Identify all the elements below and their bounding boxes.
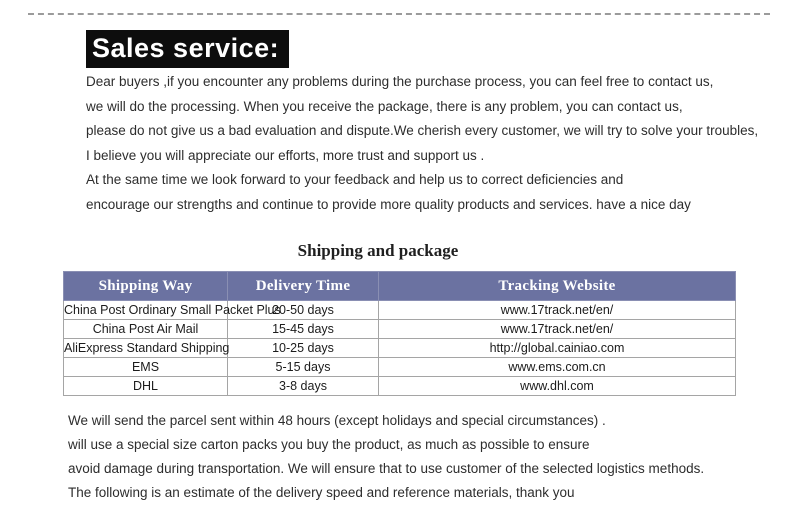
- intro-line: I believe you will appreciate our efforts, more trust and support us .: [86, 147, 485, 163]
- dispatch-note-line: The following is an estimate of the delivery speed and reference materials, thank you: [68, 485, 575, 500]
- delivery-time-cell: 20-50 days: [228, 301, 379, 320]
- table-row: [64, 320, 736, 339]
- delivery-time-cell: 5-15 days: [228, 358, 379, 377]
- shipping-way-cell: DHL: [64, 377, 228, 396]
- top-dashed-divider: [28, 13, 770, 15]
- intro-line: encourage our strengths and continue to provide more quality products and services. have a nice day: [86, 196, 691, 212]
- delivery-time-cell: 10-25 days: [228, 339, 379, 358]
- table-row: [64, 339, 736, 358]
- intro-line: please do not give us a bad evaluation and dispute.We cherish every customer, we will try to solve your troubles,: [86, 123, 759, 138]
- tracking-website-cell: www.17track.net/en/: [379, 301, 736, 320]
- sales-service-title-text: Sales service:: [92, 33, 280, 63]
- sales-service-title: [86, 30, 289, 68]
- intro-line: Dear buyers ,if you encounter any problems during the purchase process, you can feel free to contact us,: [86, 74, 714, 89]
- dispatch-note-paragraph: [68, 409, 748, 505]
- tracking-website-cell: www.17track.net/en/: [379, 320, 736, 339]
- tracking-website-cell: http://global.cainiao.com: [379, 339, 736, 358]
- table-row: [64, 358, 736, 377]
- shipping-way-cell: EMS: [64, 358, 228, 377]
- table-row: [64, 301, 736, 320]
- intro-paragraph: [86, 70, 759, 217]
- shipping-table: [63, 271, 736, 396]
- shipping-way-cell: China Post Air Mail: [64, 320, 228, 339]
- shipping-way-cell: China Post Ordinary Small Packet Plus: [64, 301, 228, 320]
- intro-line: At the same time we look forward to your feedback and help us to correct deficiencies and: [86, 172, 624, 187]
- dispatch-note-line: We will send the parcel sent within 48 hours (except holidays and special circumstances) .: [68, 413, 606, 428]
- dispatch-note-line: avoid damage during transportation. We will ensure that to use customer of the selected logistics methods.: [68, 461, 705, 476]
- intro-line: we will do the processing. When you receive the package, there is any problem, you can contact us,: [86, 98, 683, 114]
- column-header-delivery-time: Delivery Time: [228, 272, 379, 301]
- shipping-table-header-row: [64, 272, 736, 301]
- table-row: [64, 377, 736, 396]
- tracking-website-cell: www.dhl.com: [379, 377, 736, 396]
- tracking-website-cell: www.ems.com.cn: [379, 358, 736, 377]
- column-header-tracking-website: Tracking Website: [379, 272, 736, 301]
- delivery-time-cell: 15-45 days: [228, 320, 379, 339]
- dispatch-note-line: will use a special size carton packs you buy the product, as much as possible to ensure: [68, 437, 590, 452]
- shipping-section-heading: Shipping and package: [297, 241, 459, 260]
- shipping-way-cell: AliExpress Standard Shipping: [64, 339, 228, 358]
- column-header-shipping-way: Shipping Way: [64, 272, 228, 301]
- delivery-time-cell: 3-8 days: [228, 377, 379, 396]
